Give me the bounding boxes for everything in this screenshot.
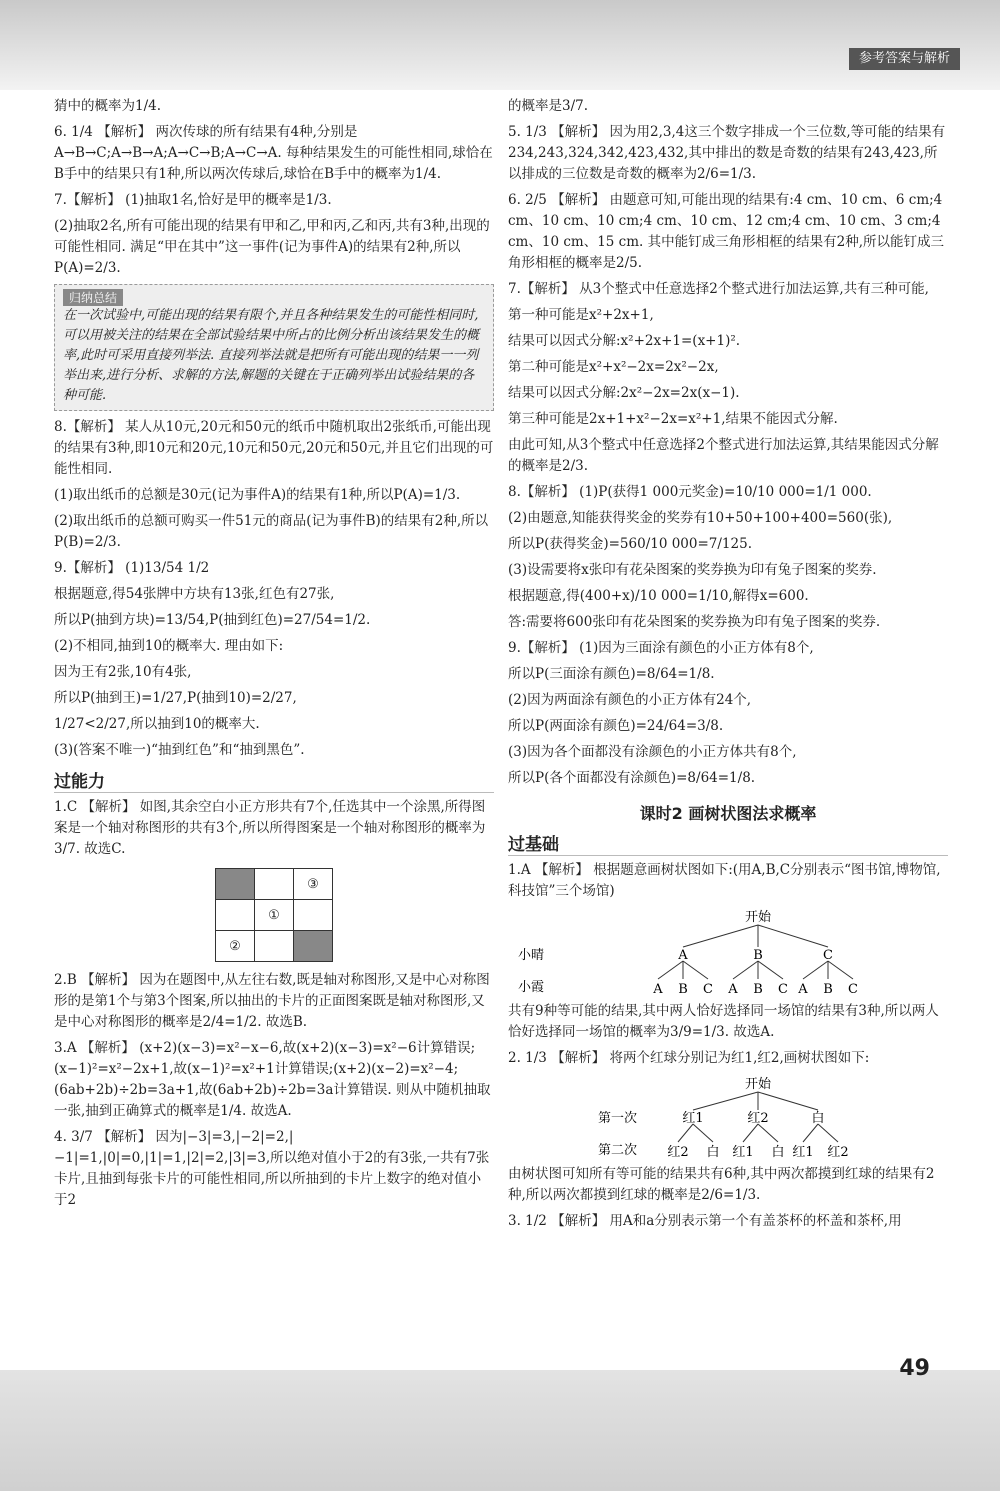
tree-diagram-2 — [508, 1074, 948, 1162]
paragraph: 所以P(三面涂有颜色)=8/64=1/8. — [508, 666, 715, 682]
paragraph: 结果可以因式分解:2x²−2x=2x(x−1). — [508, 385, 740, 401]
paragraph: 答:需要将600张印有花朵图案的奖券换为印有兔子图案的奖券. — [508, 614, 881, 630]
tree-root: 开始 — [744, 910, 772, 925]
tree-node: 红1 — [792, 1145, 814, 1160]
tree-node: C — [778, 982, 788, 997]
paragraph: 4. 3/7 【解析】 因为|−3|=3,|−2|=2,|−1|=1,|0|=0,|1|=1,|2|=2,|3|=3,所以绝对值小于2的有3张,一共有7张卡片,且抽到每张卡片的可能性相同,所以所抽到的卡片上数字的绝对值小于2 — [54, 1129, 490, 1208]
paragraph: 9.【解析】 (1)13/54 1/2 — [54, 560, 210, 576]
paragraph: (3)(答案不唯一)“抽到红色”和“抽到黑色”. — [54, 742, 305, 758]
grid-cell — [294, 900, 333, 931]
paragraph: (2)不相同,抽到10的概率大. 理由如下: — [54, 638, 284, 654]
paragraph: 2.B 【解析】 因为在题图中,从左往右数,既是轴对称图形,又是中心对称图形的是第1个与第3个图案,所以抽出的卡片的正面图案既是轴对称图形,又是中心对称图形的概率是2/4=1/2. 故选B. — [54, 972, 490, 1030]
paragraph: (2)由题意,知能获得奖金的奖券有10+50+100+400=560(张), — [508, 510, 893, 526]
tree-node: A — [798, 982, 808, 997]
paragraph: 根据题意,得(400+x)/10 000=1/10,解得x=600. — [508, 588, 809, 604]
paragraph: 8.【解析】 (1)P(获得1 000元奖金)=10/10 000=1/1 000. — [508, 484, 872, 500]
grid-cell — [294, 931, 333, 962]
grid-figure — [215, 868, 333, 962]
grid-cell — [255, 869, 294, 900]
paragraph: 第二种可能是x²+x²−2x=2x²−2x, — [508, 359, 719, 375]
paragraph: 2. 1/3 【解析】 将两个红球分别记为红1,红2,画树状图如下: — [508, 1050, 870, 1066]
paragraph: 猜中的概率为1/4. — [54, 98, 162, 114]
tree-node: 红1 — [682, 1111, 704, 1126]
page-header — [0, 0, 1000, 90]
paragraph: 6. 1/4 【解析】 两次传球的所有结果有4种,分别是A→B→C;A→B→A;A→C→B;A→C→A. 每种结果发生的可能性相同,球恰在B手中的结果只有1种,所以两次传球后,球恰在B手中的概率为1/4. — [54, 124, 493, 182]
tree-node: A — [728, 982, 738, 997]
grid-cell — [216, 869, 255, 900]
tree-node: 红2 — [827, 1145, 849, 1160]
tree-node: 红1 — [732, 1145, 754, 1160]
paragraph: (3)因为各个面都没有涂颜色的小正方体共有8个, — [508, 744, 797, 760]
header-tag: 参考答案与解析 — [849, 48, 960, 70]
tree-node: C — [848, 982, 858, 997]
paragraph: 8.【解析】 某人从10元,20元和50元的纸币中随机取出2张纸币,可能出现的结果有3种,即10元和20元,10元和50元,20元和50元,并且它们出现的可能性相同. — [54, 419, 494, 477]
paragraph: 7.【解析】 从3个整式中任意选择2个整式进行加法运算,共有三种可能, — [508, 281, 929, 297]
tree-node: 红2 — [667, 1145, 689, 1160]
paragraph: 由树状图可知所有等可能的结果共有6种,其中两次都摸到红球的结果有2种,所以两次都摸到红球的概率是2/6=1/3. — [508, 1166, 935, 1203]
grid-cell — [255, 931, 294, 962]
paragraph: 所以P(各个面都没有涂颜色)=8/64=1/8. — [508, 770, 756, 786]
tree-node: B — [678, 982, 688, 997]
tree-node: 白 — [811, 1111, 825, 1126]
page-footer — [0, 1370, 1000, 1491]
tree-diagram-1 — [508, 907, 948, 999]
tree-node: B — [823, 982, 833, 997]
summary-box — [54, 284, 494, 411]
paragraph: 第三种可能是2x+1+x²−2x=x²+1,结果不能因式分解. — [508, 411, 838, 427]
paragraph: 9.【解析】 (1)因为三面涂有颜色的小正方体有8个, — [508, 640, 814, 656]
section-heading: 过能力 — [54, 767, 494, 793]
paragraph: 第一种可能是x²+2x+1, — [508, 307, 654, 323]
paragraph: 的概率是3/7. — [508, 98, 589, 114]
paragraph: (2)因为两面涂有颜色的小正方体有24个, — [508, 692, 752, 708]
tree-node: 白 — [771, 1145, 785, 1160]
tree-node: A — [678, 948, 688, 963]
tree-row-label: 第二次 — [598, 1143, 638, 1158]
paragraph: (2)取出纸币的总额可购买一件51元的商品(记为事件B)的结果有2种,所以P(B)=2/3. — [54, 513, 489, 550]
paragraph: 所以P(抽到王)=1/27,P(抽到10)=2/27, — [54, 690, 297, 706]
summary-text: 在一次试验中,可能出现的结果有限个,并且各种结果发生的可能性相同时,可以用被关注的结果在全部试验结果中所占的比例分析出该结果发生的概率,此时可采用直接列举法. 直接列举法就是把所有可能出现的结果一一列举出来,进行分析、求解的方法,解题的关键在于正确列举出试验结果的各种可能. — [63, 308, 480, 403]
paragraph: (3)设需要将x张印有花朵图案的奖券换为印有兔子图案的奖券. — [508, 562, 877, 578]
paragraph: 6. 2/5 【解析】 由题意可知,可能出现的结果有:4 cm、10 cm、6 cm;4 cm、10 cm、10 cm;4 cm、10 cm、12 cm;4 cm、10 cm、3 cm;4 cm、10 cm、15 cm. 其中能钉成三角形相框的结果有2种,所以能钉成三角形相框的概率是2/5. — [508, 192, 944, 271]
paragraph: 根据题意,得54张牌中方块有13张,红色有27张, — [54, 586, 335, 602]
tree-node: A — [653, 982, 663, 997]
grid-cell: ② — [216, 931, 255, 962]
tree-row-label: 小晴 — [518, 948, 545, 963]
tree-row-label: 第一次 — [598, 1111, 638, 1126]
paragraph: 3.A 【解析】 (x+2)(x−3)=x²−x−6,故(x+2)(x−3)=x²−6计算错误;(x−1)²=x²−2x+1,故(x−1)²=x²+1计算错误;(x+2)(x−2)=x²−4;(6ab+2b)÷2b=3a+1,故(6ab+2b)÷2b=3a计算错误. 则从中随机抽取一张,抽到正确算式的概率是1/4. 故选A. — [54, 1040, 491, 1119]
tree-node: 白 — [706, 1145, 720, 1160]
paragraph: 1/27<2/27,所以抽到10的概率大. — [54, 716, 260, 732]
paragraph: 因为王有2张,10有4张, — [54, 664, 192, 680]
summary-title: 归纳总结 — [63, 289, 123, 306]
tree-node: B — [753, 948, 763, 963]
grid-cell — [216, 900, 255, 931]
paragraph: 7.【解析】 (1)抽取1名,恰好是甲的概率是1/3. — [54, 192, 332, 208]
paragraph: 1.C 【解析】 如图,其余空白小正方形共有7个,任选其中一个涂黑,所得图案是一个轴对称图形的共有3个,所以所得图案是一个轴对称图形的概率为3/7. 故选C. — [54, 799, 486, 857]
grid-cell: ③ — [294, 869, 333, 900]
tree-node: C — [823, 948, 833, 963]
paragraph: (1)取出纸币的总额是30元(记为事件A)的结果有1种,所以P(A)=1/3. — [54, 487, 461, 503]
paragraph: 所以P(获得奖金)=560/10 000=7/125. — [508, 536, 752, 552]
tree-row-label: 小霞 — [518, 980, 545, 995]
tree-node: 红2 — [747, 1111, 769, 1126]
paragraph: 5. 1/3 【解析】 因为用2,3,4这三个数字排成一个三位数,等可能的结果有234,243,324,342,423,432,其中排出的数是奇数的结果有243,423,所以排成的三位数是奇数的概率为2/6=1/3. — [508, 124, 946, 182]
paragraph: 共有9种等可能的结果,其中两人恰好选择同一场馆的结果有3种,所以两人恰好选择同一场馆的概率为3/9=1/3. 故选A. — [508, 1003, 939, 1040]
paragraph: 1.A 【解析】 根据题意画树状图如下:(用A,B,C分别表示“图书馆,博物馆,科技馆”三个场馆) — [508, 862, 941, 899]
tree-node: B — [753, 982, 763, 997]
page-number: 49 — [899, 1356, 930, 1381]
paragraph: 由此可知,从3个整式中任意选择2个整式进行加法运算,其结果能因式分解的概率是2/3. — [508, 437, 939, 474]
section-heading: 过基础 — [508, 830, 948, 856]
paragraph: 所以P(抽到方块)=13/54,P(抽到红色)=27/54=1/2. — [54, 612, 371, 628]
paragraph: 结果可以因式分解:x²+2x+1=(x+1)². — [508, 333, 741, 349]
paragraph: (2)抽取2名,所有可能出现的结果有甲和乙,甲和丙,乙和丙,共有3种,出现的可能性相同. 满足“甲在其中”这一事件(记为事件A)的结果有2种,所以P(A)=2/3. — [54, 218, 490, 276]
right-column — [508, 96, 948, 1237]
left-column — [54, 96, 494, 1216]
tree-node: C — [703, 982, 713, 997]
grid-cell: ① — [255, 900, 294, 931]
tree-root: 开始 — [744, 1077, 772, 1092]
paragraph: 3. 1/2 【解析】 用A和a分别表示第一个有盖茶杯的杯盖和茶杯,用 — [508, 1213, 902, 1229]
paragraph: 所以P(两面涂有颜色)=24/64=3/8. — [508, 718, 724, 734]
lesson-title: 课时2 画树状图法求概率 — [639, 804, 817, 823]
